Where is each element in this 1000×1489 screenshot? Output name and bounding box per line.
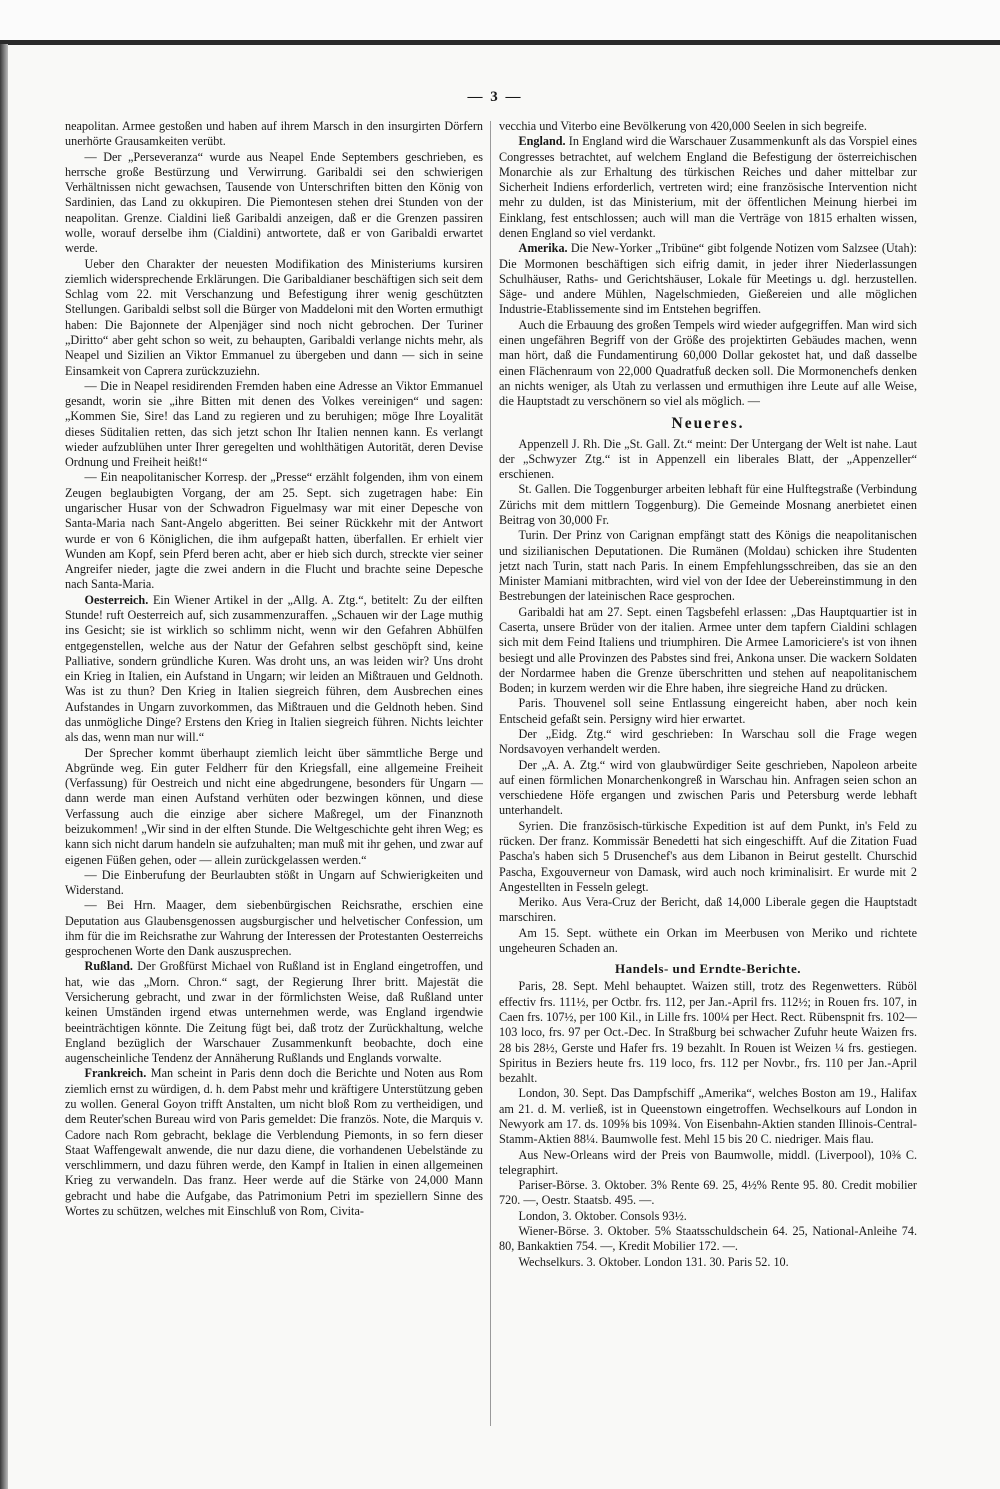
article-paragraph: [65, 1066, 483, 1219]
paragraph-text: Wiener-Börse. 3. Oktober. 5% Staatsschuldschein 64. 25, National-Anleihe 74. 80, Bankaktien 754. —, Kredit Mobilier 172. —.: [499, 1223, 917, 1254]
article-paragraph: [499, 134, 917, 241]
paragraph-text: — Ein neapolitanischer Korresp. der „Presse“ erzählt folgenden, ihm von einem Zeugen beglaubigten Vorgang, der am 25. Sept. sich zugetragen habe: Ein ungarischer Husar von der Schwadron Figuelmasy war mit einer Depesche von Santa-Maria nach Sant-Angelo abgeritten. Bei seiner Rückkehr mit der Antwort wurde er von 6 Königlichen, die ihm aufgepaßt hatten, überfallen. Er erhielt vier Wunden am Kopf, sein Pferd beren acht, aber er hieb sich durch, streckte vier seiner Angreifer nieder, jagte die zwei andern in die Flucht und brachte seine Depesche nach Santa-Maria.: [65, 470, 483, 592]
article-paragraph: [499, 437, 917, 483]
paragraph-text: — Die in Neapel residirenden Fremden haben eine Adresse an Viktor Emmanuel gesandt, worin sie „ihre Bitten mit denen des Volkes vereinigen“ und sagen: „Kommen Sie, Sire! das Land zu regieren und zu beruhigen; möge Ihre Loyalität dieses Süditalien retten, das sich jetzt schon Ihr Italien nennen kann. Es verlangt wieder aufzublühen unter Ihrer geregelten und wohlthätigen Autorität, deren Devise Ordnung und Freiheit heißt!“: [65, 378, 483, 470]
paragraph-text: Der „A. A. Ztg.“ wird von glaubwürdiger Seite geschrieben, Napoleon arbeite auf einen förmlichen Monarchenkongreß in Warschau hin. Anfragen seien schon an verschiedene Höfe ergangen und zwischen Paris und Petersburg werde lebhaft unterhandelt.: [499, 757, 917, 818]
right-column: [499, 119, 917, 1439]
article-paragraph: [499, 819, 917, 895]
article-paragraph: [499, 895, 917, 926]
article-paragraph: [65, 959, 483, 1066]
article-paragraph: [499, 1178, 917, 1209]
page-number: — 3 —: [467, 89, 523, 105]
article-paragraph: [499, 696, 917, 727]
paragraph-text: Der Großfürst Michael von Rußland ist in England eingetroffen, und hat, wie das „Morn. Chron.“ sagt, der Regierung Ihrer britt. Majestät die Versicherung gebracht, und zwar in der förmlichsten Weise, daß Rußland unter keinen Umständen irgend etwas unternehmen werde, was England irgendwie beeinträchtigen könnte. Die Zeitung fügt bei, daß trotz der Zurückhaltung, welche England bezüglich der Warschauer Zusammenkunft beobachte, doch eine augenscheinliche Tendenz der Annäherung Rußlands und Englands vorwalte.: [65, 959, 483, 1066]
article-paragraph: [65, 470, 483, 592]
paragraph-text: vecchia und Viterbo eine Bevölkerung von 420,000 Seelen in sich begreife.: [499, 119, 867, 133]
article-paragraph: [65, 898, 483, 959]
paragraph-text: — Die Einberufung der Beurlaubten stößt in Ungarn auf Schwierigkeiten und Widerstand.: [65, 867, 483, 898]
article-paragraph: [499, 1224, 917, 1255]
paragraph-text: Syrien. Die französisch-türkische Expedition ist auf dem Punkt, in's Feld zu rücken. Der franz. Kommissär Benedetti hat sich eingeschifft. Auf die Zitation Fuad Pascha's haben sich 5 Drusenchef's aus dem Libanon in Beirut gestellt. Churschid Pascha, Exgouverneur von Damask, wird auch noch kriminalisirt. Er wurde mit 2 Angestellten in Fesseln gelegt.: [499, 818, 917, 894]
book-spine-shadow: [0, 44, 8, 1489]
paragraph-text: Meriko. Aus Vera-Cruz der Bericht, daß 14,000 Liberale gegen die Hauptstadt marschiren.: [499, 895, 917, 925]
article-paragraph: [499, 1086, 917, 1147]
article-paragraph: [499, 119, 917, 134]
paragraph-text: London, 3. Oktober. Consols 93½.: [518, 1208, 687, 1223]
article-paragraph: [499, 528, 917, 604]
paragraph-text: Man scheint in Paris denn doch die Berichte und Noten aus Rom ziemlich ernst zu würdigen, d. h. dem Pabst mehr und kräftigere Unterstützung geben zu wollen. General Goyon trifft Anstalten, um nicht bloß Rom zu vertheidigen, und dem Reuter'schen Bureau wird von Paris gemeldet: Die französ. Note, die Marquis v. Cadore nach Rom gebracht, beklage die Verblendung Piemonts, in so fern dieser Staat Waffengewalt anwende, die nur dazu diene, die vorhandenen Uebelstände zu verschlimmern, und dazu führen werde, den Kampf in Italien in einen allgemeinen Krieg zu verwandeln. Das franz. Heer werde auf die Stärke von 24,000 Mann gebracht und habe die Aufgabe, das Patrimonium Petri im speziellern Sinne des Wortes zu schützen, welches mit Einschluß von Rom, Civita-: [65, 1066, 483, 1218]
paragraph-text: — Bei Hrn. Maager, dem siebenbürgischen Reichsrathe, erschien eine Deputation aus Glaubensgenossen augsburgischer und helvetischer Confession, um ihm für die im Reichsrathe zur Wahrung der Interessen der Protestanten Oesterreichs gesprochenen Worte den Dank auszusprechen.: [65, 898, 483, 959]
paragraph-text: Paris. Thouvenel soll seine Entlassung eingereicht haben, aber noch kein Entscheid gefaßt sein. Persigny wird hier erwartet.: [499, 696, 917, 726]
paragraph-text: Ueber den Charakter der neuesten Modifikation des Ministeriums kursiren ziemlich widersprechende Erklärungen. Die Garibaldianer beschäftigen sich seit dem Schlag vom 22. mit Verschanzung und Befestigung ihrer wenig geschützten Stellungen. Garibaldi selbst soll die Bürger von Maddeloni mit den Worten ermuthigt haben: Die Bajonnete der Alpenjäger sind noch nicht gebrochen. Der Turiner „Diritto“ aber geht schon so weit, zu behaupten, Garibaldi verlange nichts mehr, als Neapel und Sizilien an Viktor Emmanuel zu übergeben und dann — sich in seine Einsamkeit von Caprera zurückzuziehn.: [65, 256, 483, 378]
article-paragraph: [499, 727, 917, 758]
paragraph-text: Pariser-Börse. 3. Oktober. 3% Rente 69. 25, 4½% Rente 95. 80. Credit mobilier 720. —, Oestr. Staatsb. 495. —.: [499, 1178, 917, 1208]
left-column: [65, 119, 483, 1429]
paragraph-text: Der Sprecher kommt überhaupt ziemlich leicht über sämmtliche Berge und Abgründe weg. Ein guter Feldherr für den Kriegsfall, eine allgemeine Freiheit (Verfassung) für Oestreich und nicht eine abgedrungene, besonders für Ungarn — dann werde man einen Aufstand verhüten oder bezwingen können, und diese Verfassung auch die einzige aber sichere Maßregel, um der Finanznoth beizukommen! „Wir sind in der elften Stunde. Die Weltgeschichte geht ihren Weg; es kann sich nicht darum handeln sie aufzuhalten; man muß mit ihr gehen, und zwar auf eigenen Füßen gehen, oder — allein zurückgelassen werden.“: [65, 745, 483, 867]
article-paragraph: [499, 1255, 917, 1270]
article-paragraph: [499, 605, 917, 697]
paragraph-text: In England wird die Warschauer Zusammenkunft als das Vorspiel eines Congresses betrachtet, auf welchem England die Befestigung der österreichischen Monarchie als zur Erhaltung des türkischen Reiches und daher mittelbar zur Sicherheit Indiens erforderlich, vertreten wird; eine französische Intervention nicht mehr zu dulden, ist das Ministerium, mit der öffentlichen Meinung hierbei im Einklang, fest entschlossen; auch will man die Verträge von 1815 erhalten wissen, denen England so viel verdankt.: [499, 134, 917, 240]
page-top-margin: [0, 0, 1000, 44]
paragraph-text: Turin. Der Prinz von Carignan empfängt statt des Königs die neapolitanischen und sizilianischen Deputationen. Die Rumänen (Moldau) schicken ihre Studenten jetzt nach Turin, statt nach Paris. In einem Empfehlungsschreiben, das sie an den Minister Mamiani mitbrachten, wird viel von der Idee der Uebereinstimmung in den Bestrebungen der lateinischen Race gesprochen.: [499, 528, 917, 604]
paragraph-text: Die New-Yorker „Tribüne“ gibt folgende Notizen vom Salzsee (Utah): Die Mormonen beschäftigen sich eifrig damit, in jeder ihrer Niederlassungen Schulhäuser, Raths- und Gerichtshäuser, Lokale für Meetings u. dgl. herzustellen. Säge- und andere Mühlen, Nagelschmieden, Gießereien und alle möglichen Industrie-Etablissemente sind im Entstehen begriffen.: [499, 241, 917, 317]
paragraph-text: Appenzell J. Rh. Die „St. Gall. Zt.“ meint: Der Untergang der Welt ist nahe. Laut der „Schwyzer Ztg.“ ist in Appenzell ein liberales Blatt, der „Appenzeller“ erschienen.: [499, 436, 917, 482]
article-paragraph: [499, 1148, 917, 1179]
article-paragraph: [499, 241, 917, 317]
article-paragraph: [65, 593, 483, 746]
column-divider: [490, 121, 491, 1426]
article-paragraph: [65, 379, 483, 471]
article-paragraph: [499, 482, 917, 528]
article-paragraph: [65, 257, 483, 379]
article-paragraph: [65, 119, 483, 150]
article-paragraph: [499, 926, 917, 957]
paragraph-text: Garibaldi hat am 27. Sept. einen Tagsbefehl erlassen: „Das Hauptquartier ist in Caserta, unsere Brüder von der italien. Armee unter dem tapfern Cialdini schlagen sich mit dem Feind Italiens und triumphiren. Die Armee Lamoriciere's ist von ihnen besiegt und alle Provinzen des Pabstes sind frei, Ankona unser. Die wackern Soldaten der Nordarmee haben die Grenze überschritten und stehen auf neapolitanischem Boden; in kurzem werden wir die Ehre haben, ihre siegreiche Hand zu drücken.: [499, 604, 917, 696]
section-lead: Amerika.: [518, 241, 568, 256]
section-lead: England.: [518, 134, 566, 149]
paragraph-text: St. Gallen. Die Toggenburger arbeiten lebhaft für eine Hulftegstraße (Verbindung Zürichs mit dem mittlern Toggenburg). Die Gemeinde Mosnang anerbietet einen Beitrag von 30,000 Fr.: [499, 482, 917, 528]
paragraph-text: Auch die Erbauung des großen Tempels wird wieder aufgegriffen. Man wird sich einen ungefähren Begriff von der Größe des projektirten Gebäudes machen, wenn man hört, daß die Fundamentirung 60,000 Dollar gekostet hat, und daß dasselbe einen Flächenraum von 22,000 Quadratfuß decken soll. Die Mormonenchefs denken an nichts weniger, als Utah zu verlassen und ermuthigen ihre Leute auf alle Weise, die Hauptstadt zu verschönern so viel als möglich. —: [499, 317, 917, 409]
article-paragraph: [499, 318, 917, 410]
paragraph-text: Der „Eidg. Ztg.“ wird geschrieben: In Warschau soll die Frage wegen Nordsavoyen verhandelt werden.: [499, 726, 917, 757]
section-subheading: Handels- und Erndte-Berichte.: [614, 961, 802, 977]
article-paragraph: [65, 150, 483, 257]
article-paragraph: [499, 758, 917, 819]
article-paragraph: [65, 868, 483, 899]
section-lead: Oesterreich.: [84, 592, 149, 607]
section-lead: Rußland.: [84, 959, 133, 974]
paragraph-text: neapolitan. Armee gestoßen und haben auf ihrem Marsch in den insurgirten Dörfern unerhörte Grausamkeiten verübt.: [65, 119, 483, 149]
paragraph-text: Am 15. Sept. wüthete ein Orkan im Meerbusen von Meriko und richtete ungeheuren Schaden an.: [499, 925, 917, 955]
section-lead: Frankreich.: [84, 1066, 147, 1081]
paragraph-text: London, 30. Sept. Das Dampfschiff „Amerika“, welches Boston am 19., Halifax am 21. d. M. verließ, ist in Queenstown eingetroffen. Wechselkours auf London in Newyork am 17. ds. 109⅝ bis 109¾. Von Eisenbahn-Aktien standen Illinois-Central-Stamm-Aktien 88¼. Baumwolle fest. Mehl 15 bis 20 C. niedriger. Mais flau.: [499, 1086, 917, 1147]
article-paragraph: [65, 746, 483, 868]
section-heading: Neueres.: [671, 415, 745, 433]
paragraph-text: Ein Wiener Artikel in der „Allg. A. Ztg.“, betitelt: Zu der eilften Stunde! ruft Oesterreich auf, sich zusammenzuraffen. „Schauen wir der Lage muthig ins Gesicht; sie ist wirklich so schlimm nicht, wenn wir den Gefahren Abhülfen entgegenstellen, welche aus der Natur der Gefahren selbst geschöpft sind, keine Palliative, sondern gründliche Kuren. Was droht uns, an was leiden wir? Uns droht ein Krieg in Italien, ein Aufstand in Ungarn; wir leiden an Mißtrauen und Geldnoth. Was ist zu thun? Den Krieg in Italien siegreich führen, dem Ausbrechen eines Aufstandes in Ungarn zuvorkommen, das Mißtrauen und die Geldnoth heben. Sind das unmögliche Dinge? Erstens den Krieg in Italien siegreich führen. Nichts leichter als das, wenn man nur will.“: [65, 592, 483, 745]
paragraph-text: Paris, 28. Sept. Mehl behauptet. Waizen still, trotz des Regenwetters. Rüböl effectiv frs. 111½, per Octbr. frs. 112, per Jan.-April frs. 112½; in Rouen frs. 107, in Caen frs. 107½, per 100 Kil., in Lille frs. 100¼ per Hect. Rect. Rübenspnit frs. 102—103 loco, frs. 97 per Oct.-Dec. In Straßburg bei schwacher Zufuhr heute Waizen frs. 28 bis 28½, Gerste und Hafer frs. 19 bezahlt. In Rouen ist Weizen ¼ frs. gestiegen. Spiritus in Beziers heute frs. 119 loco, frs. 112 per Novbr., frs. 110 per Jan.-April bezahlt.: [499, 979, 917, 1086]
article-paragraph: [499, 1209, 917, 1224]
paragraph-text: — Der „Perseveranza“ wurde aus Neapel Ende Septembers geschrieben, es herrsche große Bestürzung und Verwirrung. Garibaldi sei den schwierigen Verhältnissen nicht gewachsen, Tausende von Unterschriften bitten den König von Sardinien, das Land zu okkupiren. Die Piemontesen stehen drei Stunden von der neapolitan. Grenze. Cialdini ließ Garibaldi anzeigen, daß er die Grenzen passiren wolle, worauf derselbe ihm (Cialdini) antwortete, daß er von Garibaldi erwartet werde.: [65, 149, 483, 256]
paragraph-text: Aus New-Orleans wird der Preis von Baumwolle, middl. (Liverpool), 10⅜ C. telegraphirt.: [499, 1147, 917, 1177]
paragraph-text: Wechselkurs. 3. Oktober. London 131. 30. Paris 52. 10.: [518, 1254, 789, 1269]
article-paragraph: [499, 979, 917, 1086]
